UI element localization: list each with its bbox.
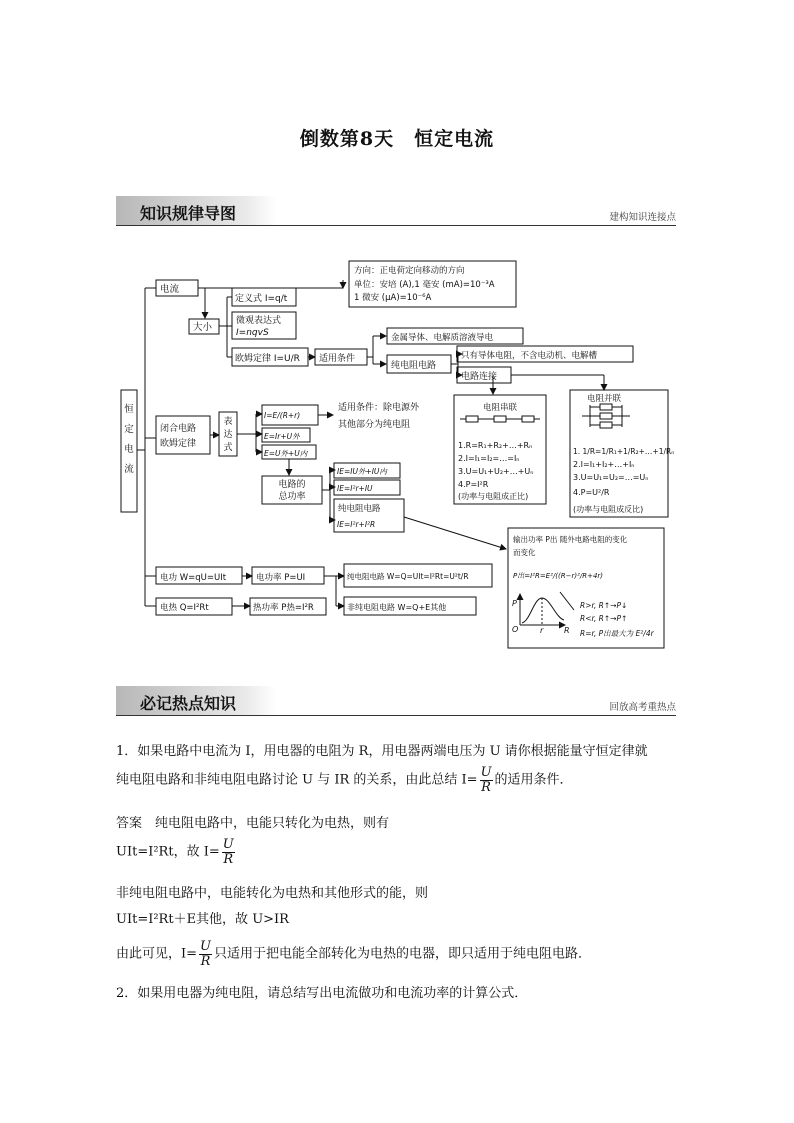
direction-line-3: 1 微安 (μA)=10⁻⁶A <box>354 293 432 303</box>
answer-line-4: UIt=I²Rt＋E其他，故 U>IR <box>116 912 289 927</box>
nonpure-work-label: 非纯电阻电路 W=Q+E其他 <box>347 603 447 612</box>
power-label-2: 总功率 <box>278 492 306 502</box>
output-item-2: R<r, R↑→P↑ <box>580 614 628 623</box>
output-formula: P出=I²R=E²/((R−r)²/R+4r) <box>513 572 604 580</box>
series-title: 电阻串联 <box>482 403 518 413</box>
pure-work-label: 纯电阻电路 W=Q=UIt=I²Rt=U²t/R <box>347 572 469 581</box>
page-title: 倒数第8天 恒定电流 <box>299 128 495 150</box>
answer-line-3: 非纯电阻电路中，电能转化为电热和其他形式的能，则 <box>116 886 429 901</box>
magnitude-label: 大小 <box>193 322 213 333</box>
eq1-label: I=E/(R+r) <box>264 411 301 420</box>
root-char-1: 恒 <box>124 404 134 415</box>
answer-line-5: 由此可见，I= $\frac{U}{R}$ 只适用于把电能全部转化为电热的电器，即只适用于纯电阻电路． <box>116 939 592 969</box>
cond-label-2: 其他部分为纯电阻 <box>338 420 411 430</box>
metal-label: 金属导体、电解质溶液导电 <box>391 333 494 343</box>
parallel-item-5: (功率与电阻成反比) <box>573 505 644 514</box>
p1-label: IE=IU外+IU内 <box>337 467 387 476</box>
closed-label-1: 闭合电路 <box>160 424 197 434</box>
section-subtitle: 回放高考重热点 <box>609 702 676 713</box>
connection-label: 电路连接 <box>461 372 498 382</box>
expr-char-1: 表 <box>223 417 233 427</box>
question-1-line-1: 1．如果电路中电流为 I，用电器的电阻为 R，用电器两端电压为 U 请你根据能量守恒定律就 <box>116 744 648 759</box>
fraction-u-over-r: $\frac{U}{R}$ <box>480 765 492 795</box>
section-header-hot <box>116 686 676 716</box>
graph-axis-R: R <box>564 626 570 635</box>
parallel-item-2: 2.I=I₁+I₂+…+Iₙ <box>573 460 635 469</box>
only-resistor-label: 只有导体电阻，不含电动机、电解槽 <box>461 351 598 361</box>
closed-label-2: 欧姆定律 <box>160 439 197 449</box>
pure-circuit-label: 纯电阻电路 <box>391 361 437 371</box>
current-label: 电流 <box>160 284 180 295</box>
expr-char-2: 达 <box>223 430 233 440</box>
micro-label-1: 微观表达式 <box>236 316 282 326</box>
power-label-1: 电路的 <box>278 480 306 490</box>
heat-power-label: 热功率 P热=I²R <box>253 603 314 613</box>
question-2: 2．如果用电器为纯电阻，请总结写出电流做功和电流功率的计算公式． <box>116 986 528 1001</box>
pure-power-title: 纯电阻电路 <box>338 504 381 514</box>
series-item-4: 4.P=I²R <box>458 480 489 489</box>
section-title: 必记热点知识 <box>140 694 237 713</box>
answer-label: 答案 <box>116 816 143 831</box>
definition-label: 定义式 I=q/t <box>235 294 288 304</box>
direction-line-1: 方向：正电荷定向移动的方向 <box>354 266 465 276</box>
power-elec-label: 电功率 P=UI <box>256 573 306 583</box>
answer-line-1: 答案 纯电阻电路中，电能只转化为电热，则有 <box>116 816 390 831</box>
p2-label: IE=I²r+IU <box>337 484 373 493</box>
eq3-label: E=U外+U内 <box>264 449 308 458</box>
parallel-title: 电阻并联 <box>586 394 622 404</box>
cond-label-1: 适用条件：除电源外 <box>338 403 420 413</box>
expr-char-3: 式 <box>223 443 233 453</box>
ohm-label: 欧姆定律 I=U/R <box>235 354 300 364</box>
answer-line-2: UIt=I²Rt，故 I= $\frac{U}{R}$ <box>116 837 234 867</box>
series-item-1: 1.R=R₁+R₂+…+Rₙ <box>458 441 533 450</box>
heat-label: 电热 Q=I²Rt <box>160 603 209 613</box>
micro-label-2: I=nqvS <box>236 328 269 338</box>
parallel-item-1: 1. 1/R=1/R₁+1/R₂+…+1/Rₙ <box>573 447 675 456</box>
output-item-3: R=r, P出最大为 E²/4r <box>580 629 654 638</box>
graph-axis-r: r <box>540 626 544 635</box>
section-subtitle: 建构知识连接点 <box>609 212 676 223</box>
series-item-3: 3.U=U₁+U₂+…+Uₙ <box>458 467 534 476</box>
parallel-item-3: 3.U=U₁=U₂=…=Uₙ <box>573 473 649 482</box>
section-title: 知识规律导图 <box>140 204 237 223</box>
question-1-line-2: 纯电阻电路和非纯电阻电路讨论 U 与 IR 的关系，由此总结 I= $\frac{U}{R}$ 的适用条件． <box>116 765 573 795</box>
parallel-item-4: 4.P=U²/R <box>573 488 610 497</box>
eq2-label: E=Ir+U外 <box>264 432 300 441</box>
applicable-label: 适用条件 <box>319 354 356 364</box>
work-label: 电功 W=qU=UIt <box>160 573 227 583</box>
series-item-2: 2.I=I₁=I₂=…=Iₙ <box>458 454 520 463</box>
series-item-5: (功率与电阻成正比) <box>458 492 529 501</box>
output-title-2: 而变化 <box>513 548 536 557</box>
root-char-4: 流 <box>124 464 134 475</box>
root-char-3: 电 <box>124 444 134 455</box>
graph-axis-o: O <box>512 625 519 634</box>
root-char-2: 定 <box>124 424 134 435</box>
graph-axis-p: P <box>512 599 517 608</box>
p3-label: IE=I²r+I²R <box>337 520 376 529</box>
direction-line-2: 单位：安培 (A),1 毫安 (mA)=10⁻³A <box>354 280 495 290</box>
output-item-1: R>r, R↑→P↓ <box>580 601 628 610</box>
output-title-1: 输出功率 P出 随外电路电阻的变化 <box>513 535 628 544</box>
